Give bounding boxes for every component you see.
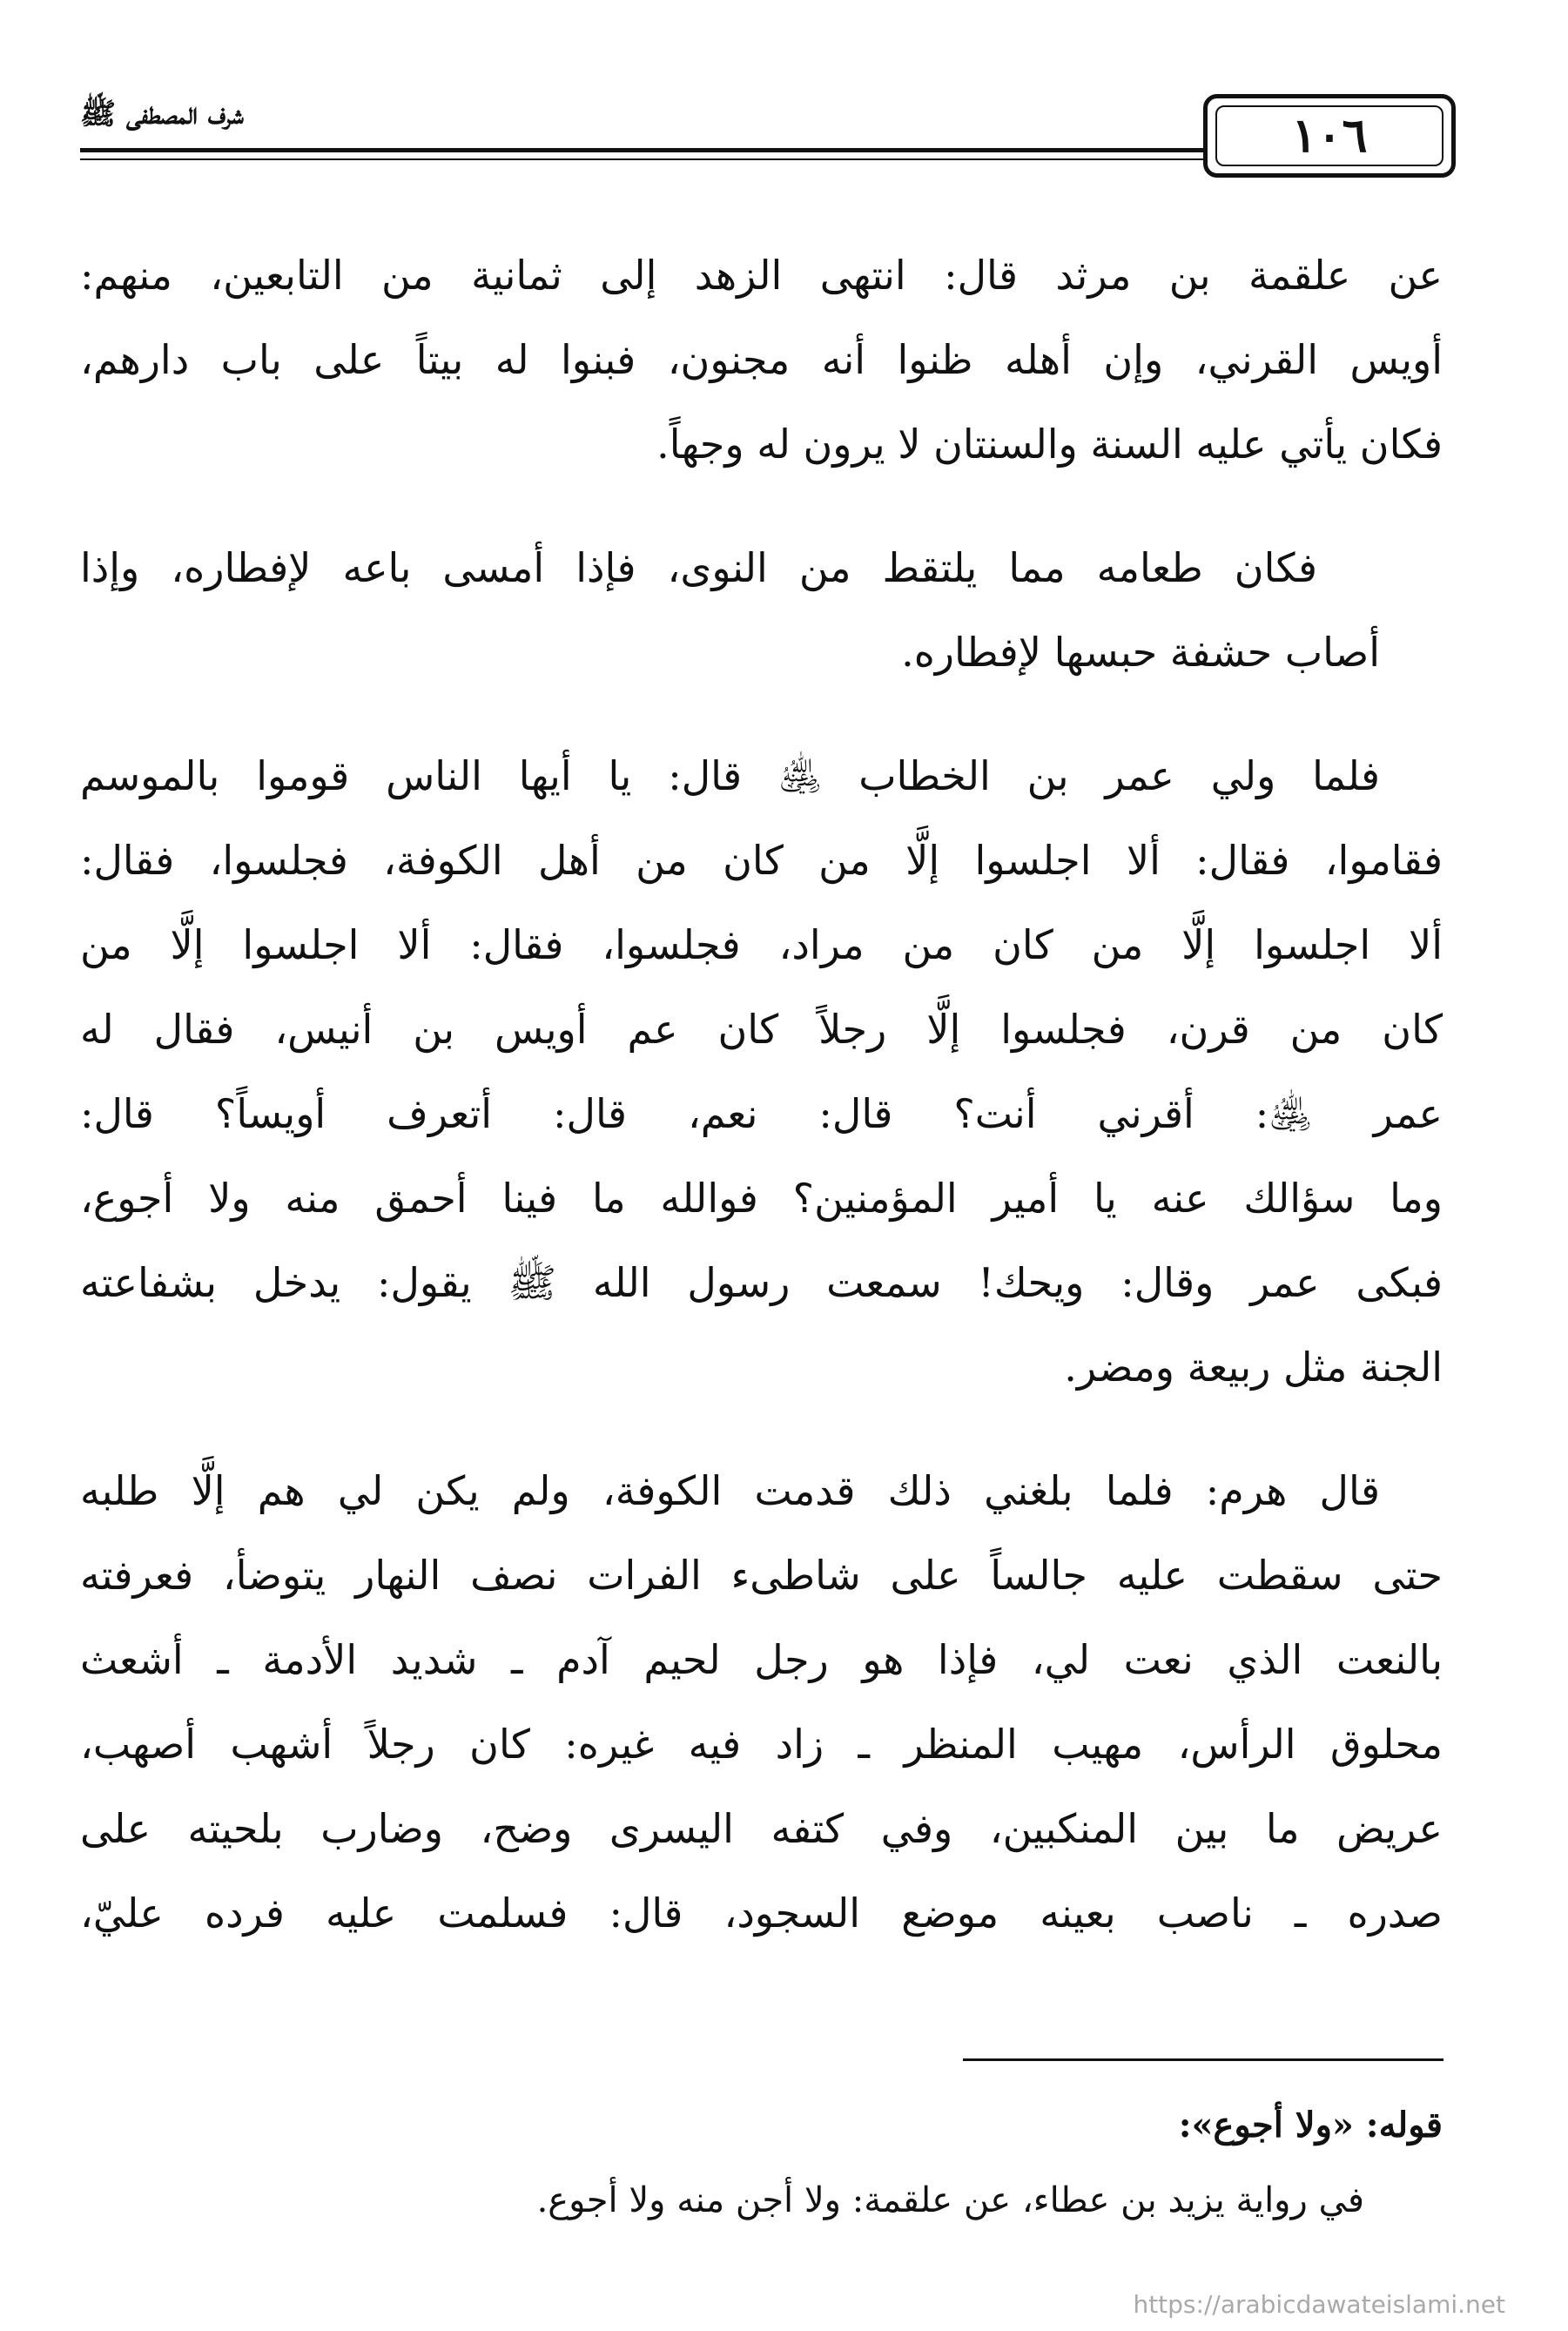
page-header	[80, 87, 1443, 183]
text-line: الجنة مثل ربيعة ومضر.	[1064, 1344, 1443, 1391]
text-line: كان من قرن، فجلسوا إلَّا رجلاً كان عم أويس بن أنيس، فقال له	[80, 1006, 1443, 1053]
footnote	[80, 2088, 1443, 2238]
footnote-separator	[963, 2058, 1444, 2061]
text-line: قال هرم: فلما بلغني ذلك قدمت الكوفة، ولم يكن لي هم إلَّا طلبه	[80, 1467, 1380, 1514]
text-line: فكان يأتي عليه السنة والسنتان لا يرون له وجهاً.	[656, 421, 1443, 468]
text-line: أصاب حشفة حبسها لإفطاره.	[901, 629, 1380, 676]
text-line: عمر ﵁: أقرني أنت؟ قال: نعم، قال: أتعرف أويساً؟ قال:	[80, 1090, 1443, 1137]
text-line: بالنعت الذي نعت لي، فإذا هو رجل لحيم آدم ـ شديد الأدمة ـ أشعث	[80, 1636, 1443, 1683]
text-line: وما سؤالك عنه يا أمير المؤمنين؟ فوالله ما فينا أحمق منه ولا أجوع،	[80, 1175, 1443, 1222]
footnote-text: في رواية يزيد بن عطاء، عن علقمة: ولا أجن منه ولا أجوع.	[536, 2180, 1364, 2220]
text-line: صدره ـ ناصب بعينه موضع السجود، قال: فسلمت عليه فرده عليّ،	[80, 1890, 1443, 1937]
main-text	[80, 233, 1443, 1995]
text-line: فبكى عمر وقال: ويحك! سمعت رسول الله ﷺ يقول: يدخل بشفاعته	[80, 1259, 1443, 1306]
text-line: محلوق الرأس، مهيب المنظر ـ زاد فيه غيره: كان رجلاً أشهب أصهب،	[80, 1721, 1443, 1768]
text-line: فكان طعامه مما يلتقط من النوى، فإذا أمسى باعه لإفطاره، وإذا	[80, 544, 1317, 591]
page-number: ١٠٦	[1291, 107, 1368, 163]
paragraph-4	[80, 1449, 1443, 1956]
page-number-frame	[1203, 94, 1456, 178]
watermark-url: https://arabicdawateislami.net	[1133, 2290, 1505, 2319]
text-line: فلما ولي عمر بن الخطاب ﵁ قال: يا أيها الناس قوموا بالموسم	[80, 752, 1380, 799]
paragraph-2	[80, 526, 1443, 695]
text-line: ألا اجلسوا إلَّا من كان من مراد، فجلسوا، فقال: ألا اجلسوا إلَّا من	[80, 921, 1443, 968]
paragraph-1	[80, 233, 1443, 487]
text-line: أويس القرني، وإن أهله ظنوا أنه مجنون، فبنوا له بيتاً على باب دارهم،	[80, 336, 1443, 383]
running-title: شرف المصطفى ﷺ	[80, 97, 244, 131]
text-line: عن علقمة بن مرثد قال: انتهى الزهد إلى ثمانية من التابعين، منهم:	[80, 252, 1443, 299]
paragraph-3	[80, 734, 1443, 1410]
footnote-label: قوله: «ولا أجوع»:	[1178, 2105, 1443, 2146]
text-line: عريض ما بين المنكبين، وفي كتفه اليسرى وضح، وضارب بلحيته على	[80, 1805, 1443, 1852]
text-line: فقاموا، فقال: ألا اجلسوا إلَّا من كان من أهل الكوفة، فجلسوا، فقال:	[80, 837, 1443, 884]
text-line: حتى سقطت عليه جالساً على شاطىء الفرات نصف النهار يتوضأ، فعرفته	[80, 1552, 1443, 1599]
